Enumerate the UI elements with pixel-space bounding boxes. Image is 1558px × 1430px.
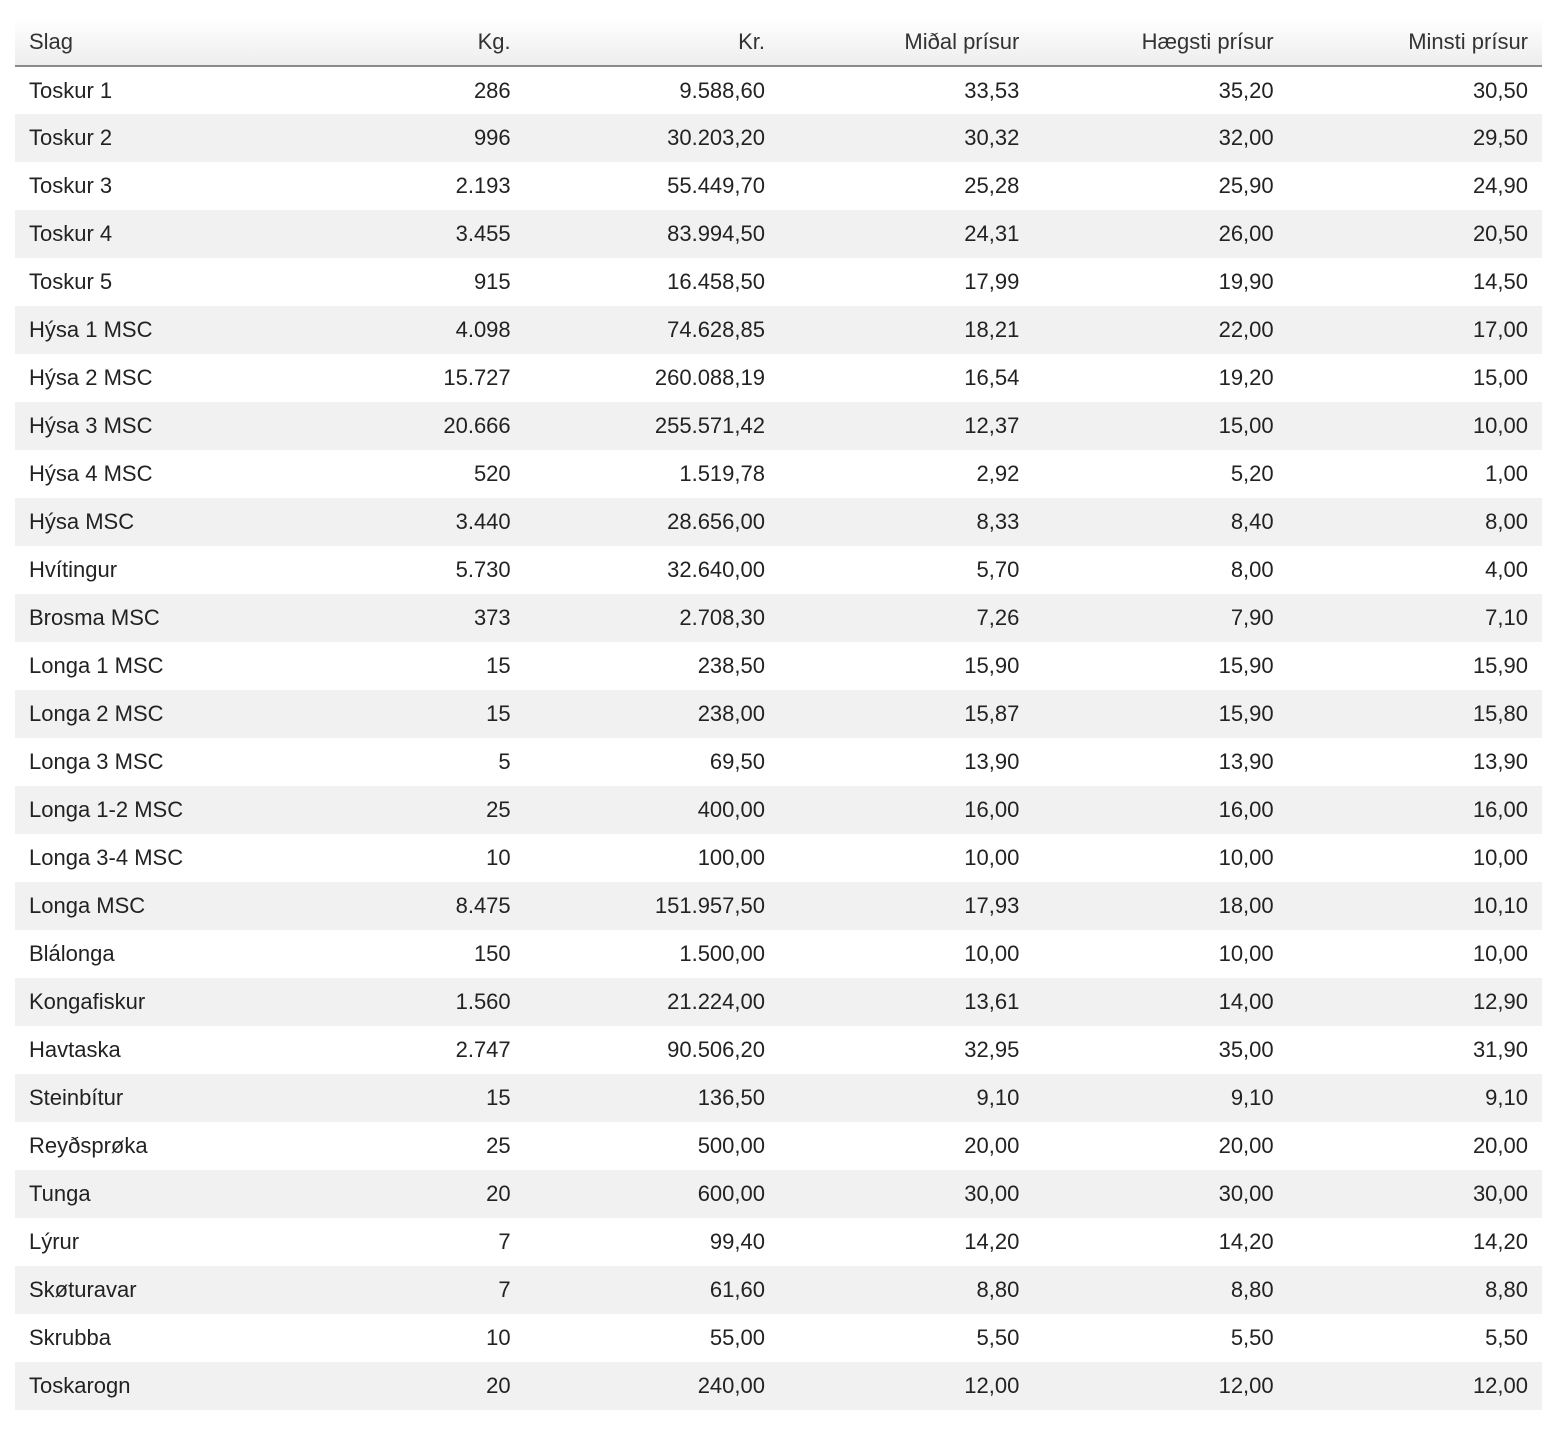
cell-highest-price: 30,00 [1218, 1181, 1274, 1206]
price-table-container [15, 18, 1542, 1410]
cell-kg: 15 [486, 653, 511, 678]
table-row [15, 210, 1542, 258]
cell-highest-price: 15,90 [1218, 653, 1274, 678]
cell-lowest-price: 20,00 [1472, 1133, 1528, 1158]
cell-lowest-price: 31,90 [1472, 1037, 1528, 1062]
table-row [15, 882, 1542, 930]
cell-highest-price: 25,90 [1218, 173, 1274, 198]
cell-lowest-price: 17,00 [1472, 317, 1528, 342]
table-row [15, 162, 1542, 210]
cell-slag: Hýsa 3 MSC [29, 413, 153, 438]
cell-kg: 15 [486, 701, 511, 726]
cell-average-price: 30,32 [964, 125, 1020, 150]
cell-kr: 255.571,42 [654, 413, 765, 438]
table-row [15, 1266, 1542, 1314]
cell-average-price: 30,00 [964, 1181, 1020, 1206]
cell-average-price: 14,20 [964, 1229, 1020, 1254]
cell-lowest-price: 5,50 [1485, 1325, 1528, 1350]
cell-slag: Toskur 3 [29, 173, 113, 198]
cell-slag: Hýsa MSC [29, 509, 135, 534]
cell-kg: 2.747 [455, 1037, 511, 1062]
cell-average-price: 17,93 [964, 893, 1020, 918]
table-body [15, 66, 1542, 1410]
cell-average-price: 25,28 [964, 173, 1020, 198]
table-row [15, 1026, 1542, 1074]
cell-highest-price: 35,20 [1218, 77, 1274, 103]
cell-slag: Longa 3-4 MSC [29, 845, 184, 870]
cell-highest-price: 7,90 [1230, 605, 1274, 630]
table-row [15, 594, 1542, 642]
table-row [15, 450, 1542, 498]
cell-kr: 30.203,20 [667, 125, 765, 150]
table-row [15, 690, 1542, 738]
cell-kr: 136,50 [697, 1085, 765, 1110]
header-row [15, 18, 1542, 66]
cell-average-price: 33,53 [964, 77, 1020, 103]
cell-average-price: 7,26 [976, 605, 1020, 630]
cell-lowest-price: 10,00 [1472, 845, 1528, 870]
cell-slag: Kongafiskur [29, 989, 146, 1014]
cell-highest-price: 19,90 [1218, 269, 1274, 294]
cell-kg: 150 [473, 941, 511, 966]
cell-kr: 600,00 [697, 1181, 765, 1206]
cell-lowest-price: 20,50 [1472, 221, 1528, 246]
cell-kg: 25 [486, 1133, 511, 1158]
cell-slag: Hvítingur [29, 557, 118, 582]
cell-highest-price: 18,00 [1218, 893, 1274, 918]
cell-average-price: 20,00 [964, 1133, 1020, 1158]
cell-slag: Tunga [29, 1181, 91, 1206]
cell-kr: 28.656,00 [667, 509, 765, 534]
cell-kr: 238,50 [697, 653, 765, 678]
cell-lowest-price: 12,00 [1472, 1373, 1528, 1398]
cell-kg: 3.440 [455, 509, 511, 534]
cell-lowest-price: 14,50 [1472, 269, 1528, 294]
cell-highest-price: 32,00 [1218, 125, 1274, 150]
cell-lowest-price: 12,90 [1472, 989, 1528, 1014]
cell-lowest-price: 10,10 [1472, 893, 1528, 918]
cell-average-price: 32,95 [964, 1037, 1020, 1062]
cell-average-price: 24,31 [964, 221, 1020, 246]
cell-kr: 74.628,85 [667, 317, 765, 342]
cell-highest-price: 14,00 [1218, 989, 1274, 1014]
cell-lowest-price: 16,00 [1472, 797, 1528, 822]
cell-slag: Toskarogn [29, 1373, 131, 1398]
cell-lowest-price: 30,00 [1472, 1181, 1528, 1206]
cell-lowest-price: 24,90 [1472, 173, 1528, 198]
cell-kr: 61,60 [709, 1277, 765, 1302]
table-row [15, 1362, 1542, 1410]
cell-kg: 3.455 [455, 221, 511, 246]
table-row [15, 402, 1542, 450]
cell-highest-price: 14,20 [1218, 1229, 1274, 1254]
cell-average-price: 2,92 [976, 461, 1020, 486]
cell-lowest-price: 30,50 [1472, 77, 1528, 103]
cell-slag: Toskur 1 [29, 77, 113, 103]
cell-highest-price: 19,20 [1218, 365, 1274, 390]
cell-highest-price: 8,80 [1230, 1277, 1274, 1302]
price-table [15, 18, 1542, 1410]
cell-kg: 20.666 [443, 413, 511, 438]
cell-kg: 15 [486, 1085, 511, 1110]
cell-slag: Toskur 2 [29, 125, 113, 150]
table-row [15, 738, 1542, 786]
table-row [15, 1074, 1542, 1122]
cell-slag: Reyðsprøka [29, 1133, 148, 1158]
column-header-lowest-price[interactable]: Minsti prísur [1288, 18, 1542, 66]
cell-average-price: 15,90 [964, 653, 1020, 678]
cell-kr: 151.957,50 [654, 893, 765, 918]
cell-kg: 10 [486, 845, 511, 870]
cell-slag: Hýsa 1 MSC [29, 317, 153, 342]
cell-slag: Longa 2 MSC [29, 701, 164, 726]
cell-kg: 25 [486, 797, 511, 822]
cell-kg: 8.475 [455, 893, 511, 918]
cell-lowest-price: 14,20 [1472, 1229, 1528, 1254]
table-row [15, 258, 1542, 306]
cell-lowest-price: 15,00 [1472, 365, 1528, 390]
cell-kr: 100,00 [697, 845, 765, 870]
cell-highest-price: 15,00 [1218, 413, 1274, 438]
cell-highest-price: 5,50 [1230, 1325, 1274, 1350]
cell-lowest-price: 8,00 [1485, 509, 1528, 534]
cell-average-price: 12,37 [964, 413, 1020, 438]
cell-average-price: 8,33 [976, 509, 1020, 534]
cell-kg: 373 [473, 605, 511, 630]
cell-average-price: 8,80 [976, 1277, 1020, 1302]
table-row [15, 642, 1542, 690]
cell-lowest-price: 1,00 [1485, 461, 1528, 486]
cell-slag: Hýsa 4 MSC [29, 461, 153, 486]
cell-lowest-price: 15,80 [1472, 701, 1528, 726]
cell-kg: 520 [473, 461, 511, 486]
cell-average-price: 16,54 [964, 365, 1020, 390]
cell-kg: 4.098 [455, 317, 511, 342]
cell-slag: Blálonga [29, 941, 115, 966]
column-header-kr[interactable]: Kr. [525, 18, 779, 66]
cell-kg: 7 [498, 1277, 511, 1302]
cell-highest-price: 8,40 [1230, 509, 1274, 534]
cell-kg: 5.730 [455, 557, 511, 582]
cell-average-price: 15,87 [964, 701, 1020, 726]
table-row [15, 546, 1542, 594]
cell-kr: 99,40 [709, 1229, 765, 1254]
table-row [15, 978, 1542, 1026]
cell-lowest-price: 10,00 [1472, 941, 1528, 966]
cell-lowest-price: 8,80 [1485, 1277, 1528, 1302]
cell-highest-price: 5,20 [1230, 461, 1274, 486]
table-header [15, 18, 1542, 66]
cell-highest-price: 16,00 [1218, 797, 1274, 822]
table-row [15, 1122, 1542, 1170]
cell-highest-price: 15,90 [1218, 701, 1274, 726]
cell-kr: 9.588,60 [679, 77, 765, 103]
cell-lowest-price: 15,90 [1472, 653, 1528, 678]
cell-kr: 90.506,20 [667, 1037, 765, 1062]
cell-slag: Longa MSC [29, 893, 146, 918]
cell-kg: 15.727 [443, 365, 511, 390]
column-header-slag[interactable]: Slag [15, 18, 270, 66]
cell-kr: 55,00 [709, 1325, 765, 1350]
column-header-average-price[interactable]: Miðal prísur [779, 18, 1033, 66]
table-row [15, 354, 1542, 402]
cell-slag: Skøturavar [29, 1277, 137, 1302]
cell-highest-price: 26,00 [1218, 221, 1274, 246]
cell-lowest-price: 7,10 [1485, 605, 1528, 630]
table-row [15, 66, 1542, 114]
table-row [15, 498, 1542, 546]
cell-highest-price: 13,90 [1218, 749, 1274, 774]
cell-kr: 32.640,00 [667, 557, 765, 582]
cell-kr: 238,00 [697, 701, 765, 726]
table-row [15, 930, 1542, 978]
cell-kg: 2.193 [455, 173, 511, 198]
table-row [15, 1218, 1542, 1266]
cell-highest-price: 9,10 [1230, 1085, 1274, 1110]
table-row [15, 834, 1542, 882]
cell-highest-price: 8,00 [1230, 557, 1274, 582]
cell-kr: 240,00 [697, 1373, 765, 1398]
cell-slag: Skrubba [29, 1325, 111, 1350]
cell-highest-price: 12,00 [1218, 1373, 1274, 1398]
column-header-highest-price[interactable]: Hægsti prísur [1033, 18, 1287, 66]
cell-kg: 915 [473, 269, 511, 294]
cell-lowest-price: 9,10 [1485, 1085, 1528, 1110]
cell-highest-price: 10,00 [1218, 941, 1274, 966]
cell-kr: 500,00 [697, 1133, 765, 1158]
cell-average-price: 9,10 [976, 1085, 1020, 1110]
table-row [15, 306, 1542, 354]
cell-slag: Brosma MSC [29, 605, 160, 630]
cell-average-price: 17,99 [964, 269, 1020, 294]
cell-average-price: 10,00 [964, 845, 1020, 870]
cell-average-price: 10,00 [964, 941, 1020, 966]
cell-kr: 16.458,50 [667, 269, 765, 294]
cell-highest-price: 10,00 [1218, 845, 1274, 870]
cell-slag: Longa 1-2 MSC [29, 797, 184, 822]
cell-average-price: 5,50 [976, 1325, 1020, 1350]
cell-average-price: 13,90 [964, 749, 1020, 774]
cell-average-price: 12,00 [964, 1373, 1020, 1398]
cell-slag: Lýrur [29, 1229, 80, 1254]
cell-kr: 69,50 [709, 749, 765, 774]
cell-average-price: 18,21 [964, 317, 1020, 342]
cell-highest-price: 35,00 [1218, 1037, 1274, 1062]
cell-slag: Longa 1 MSC [29, 653, 164, 678]
cell-highest-price: 20,00 [1218, 1133, 1274, 1158]
cell-average-price: 13,61 [964, 989, 1020, 1014]
cell-kr: 1.519,78 [679, 461, 765, 486]
cell-kg: 996 [473, 125, 511, 150]
cell-kg: 286 [473, 77, 511, 103]
cell-kr: 2.708,30 [679, 605, 765, 630]
cell-kg: 20 [486, 1373, 511, 1398]
cell-kg: 7 [498, 1229, 511, 1254]
column-header-kg[interactable]: Kg. [270, 18, 524, 66]
cell-kg: 20 [486, 1181, 511, 1206]
cell-lowest-price: 13,90 [1472, 749, 1528, 774]
cell-average-price: 16,00 [964, 797, 1020, 822]
cell-lowest-price: 4,00 [1485, 557, 1528, 582]
cell-kr: 260.088,19 [654, 365, 765, 390]
cell-lowest-price: 29,50 [1472, 125, 1528, 150]
cell-kg: 1.560 [455, 989, 511, 1014]
cell-slag: Toskur 4 [29, 221, 113, 246]
cell-highest-price: 22,00 [1218, 317, 1274, 342]
cell-kg: 5 [498, 749, 511, 774]
cell-kr: 83.994,50 [667, 221, 765, 246]
cell-slag: Toskur 5 [29, 269, 113, 294]
cell-kr: 55.449,70 [667, 173, 765, 198]
cell-kr: 21.224,00 [667, 989, 765, 1014]
table-row [15, 786, 1542, 834]
cell-slag: Steinbítur [29, 1085, 124, 1110]
cell-kg: 10 [486, 1325, 511, 1350]
cell-kr: 400,00 [697, 797, 765, 822]
cell-slag: Longa 3 MSC [29, 749, 164, 774]
cell-kr: 1.500,00 [679, 941, 765, 966]
cell-average-price: 5,70 [976, 557, 1020, 582]
table-row [15, 114, 1542, 162]
cell-lowest-price: 10,00 [1472, 413, 1528, 438]
cell-slag: Hýsa 2 MSC [29, 365, 153, 390]
table-row [15, 1314, 1542, 1362]
table-row [15, 1170, 1542, 1218]
cell-slag: Havtaska [29, 1037, 121, 1062]
